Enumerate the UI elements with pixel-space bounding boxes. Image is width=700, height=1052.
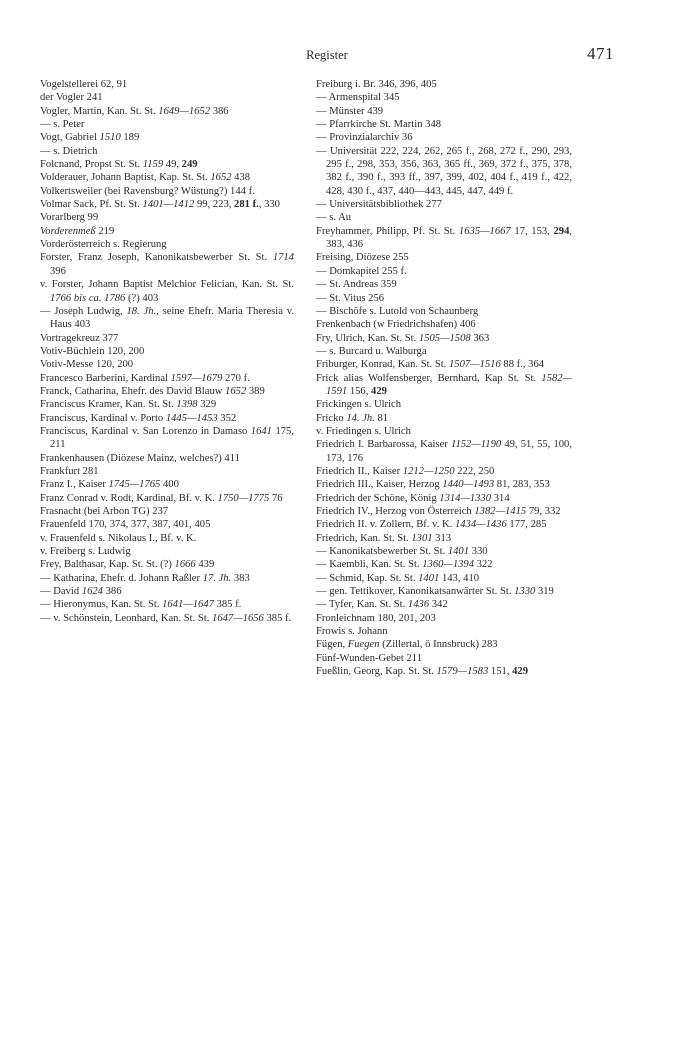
index-entry: — v. Schönstein, Leonhard, Kan. St. St. 1647—1656 385 f. (40, 612, 292, 624)
index-entry: — s. Burcard u. Walburga (316, 345, 427, 357)
index-entry: Vorderenmeß 219 (40, 225, 115, 237)
index-entry: Frankenhausen (Diözese Mainz, welches?) 411 (40, 452, 240, 464)
index-entry: Frickingen s. Ulrich (316, 399, 402, 411)
index-entry: Volkertsweiler (bei Ravensburg? Wüstung?) 144 f. (40, 185, 255, 197)
index-entry: Vogt, Gabriel 1510 189 (40, 132, 140, 144)
index-entry: v. Forster, Johann Baptist Melchior Felician, Kan. St. St. 1766 bis ca. 1786 (?) 403 (40, 279, 294, 304)
index-entry: — Provinzialarchiv 36 (316, 132, 413, 144)
index-entry: — s. Peter (40, 119, 85, 131)
index-entry: Franciscus, Kardinal v. Porto 1445—1453 352 (40, 412, 237, 424)
index-entry: Fünf-Wunden-Gebet 211 (316, 652, 422, 664)
page-number: 471 (587, 44, 614, 63)
index-entry: Friedrich II. v. Zollern, Bf. v. K. 1434—1436 177, 285 (316, 519, 547, 531)
page-header (40, 44, 614, 68)
index-entry: — St. Andreas 359 (316, 279, 397, 291)
index-entry: Friedrich II., Kaiser 1212—1250 222, 250 (316, 465, 495, 477)
index-entry: Vortragekreuz 377 (40, 332, 119, 344)
index-entry: Volderauer, Johann Baptist, Kap. St. St. 1652 438 (40, 172, 251, 184)
index-entry: — St. Vitus 256 (316, 292, 385, 304)
index-entry: — Bischöfe s. Lutold von Schaunberg (316, 305, 479, 317)
index-entry: — s. Dietrich (40, 145, 98, 157)
index-entry: — David 1624 386 (40, 586, 122, 598)
index-entry: Frey, Balthasar, Kap. St. St. (?) 1666 439 (40, 559, 215, 571)
index-entry: Friedrich, Kan. St. St. 1301 313 (316, 532, 452, 544)
index-entry: — Armenspital 345 (316, 92, 400, 104)
index-entry: v. Friedingen s. Ulrich (316, 425, 411, 437)
index-entry: — s. Au (316, 212, 352, 224)
index-entry: Votiv-Messe 120, 200 (40, 359, 134, 371)
index-entry: Friburger, Konrad, Kan. St. St. 1507—1516 88 f., 364 (316, 359, 545, 371)
index-entry: — Schmid, Kap. St. St. 1401 143, 410 (316, 572, 480, 584)
index-entry: v. Freiberg s. Ludwig (40, 546, 131, 558)
index-entry: Freising, Diözese 255 (316, 252, 409, 264)
index-entry: Friedrich III., Kaiser, Herzog 1440—1493 81, 283, 353 (316, 479, 550, 491)
index-entry: — Pfarrkirche St. Martin 348 (316, 119, 442, 131)
index-entry: — Hieronymus, Kan. St. St. 1641—1647 385 f. (40, 599, 242, 611)
index-entry: Fueßlin, Georg, Kap. St. St. 1579—1583 151, 429 (316, 666, 528, 678)
index-entry: — Kaembli, Kan. St. St. 1360—1394 322 (316, 559, 493, 571)
index-entry: v. Frauenfeld s. Nikolaus I., Bf. v. K. (40, 532, 197, 544)
index-entry: — Universität 222, 224, 262, 265 f., 268, 272 f., 290, 293, 295 f., 298, 353, 356, 363, 365 ff., 369, 372 f., 375, 378, 382 f., 390 f., 393 ff., 397, 399, 402, 404 f., 419 f., 422, 428, 430 f., 437, 440—443, 445, 447, 449 f. (316, 145, 572, 197)
index-entry: Freyhammer, Philipp, Pf. St. St. 1635—1667 17, 153, 294, 383, 436 (316, 225, 573, 251)
index-entry: Votiv-Büchlein 120, 200 (40, 345, 145, 357)
index-entry: Friedrich I. Barbarossa, Kaiser 1152—1190 49, 51, 55, 100, 173, 176 (316, 439, 572, 464)
index-entry: — Tyfer, Kan. St. St. 1436 342 (316, 599, 448, 611)
index-entry: Frenkenbach (w Friedrichshafen) 406 (316, 319, 476, 331)
index-entry: Forster, Franz Joseph, Kanonikatsbewerber St. St. 1714 396 (40, 252, 294, 277)
index-entry: Francesco Barberini, Kardinal 1597—1679 270 f. (40, 372, 250, 384)
index-entry: — gen. Tettikover, Kanonikatsanwärter St. St. 1330 319 (316, 586, 554, 598)
index-entry: Volmar Sack, Pf. St. St. 1401—1412 99, 223, 281 f., 330 (40, 199, 280, 211)
index-entry: — Kanonikatsbewerber St. St. 1401 330 (316, 546, 488, 558)
index-entry: — Katharina, Ehefr. d. Johann Raßler 17. Jh. 383 (40, 572, 250, 584)
index-entry: der Vogler 241 (40, 92, 103, 104)
index-entry: Vogler, Martin, Kan. St. St. 1649—1652 386 (40, 105, 229, 117)
index-entry: Freiburg i. Br. 346, 396, 405 (316, 79, 437, 90)
index-entry: Frankfurt 281 (40, 465, 99, 477)
index-entry: Fronleichnam 180, 201, 203 (316, 612, 436, 624)
index-entry: Franciscus Kramer, Kan. St. St. 1398 329 (40, 399, 217, 411)
index-column-right (316, 78, 572, 678)
index-entry: Vogelstellerei 62, 91 (40, 79, 128, 90)
running-title: Register (306, 48, 348, 62)
index-entry: Fricko 14. Jh. 81 (316, 412, 389, 424)
index-entry: Franck, Catharina, Ehefr. des David Blauw 1652 389 (40, 385, 265, 397)
index-entry: Fry, Ulrich, Kan. St. St. 1505—1508 363 (316, 332, 490, 344)
index-entry: Franz I., Kaiser 1745—1765 400 (40, 479, 179, 491)
index-entry: Frauenfeld 170, 374, 377, 387, 401, 405 (40, 519, 211, 531)
index-entry: Folcnand, Propst St. St. 1159 49, 249 (40, 159, 198, 171)
index-entry: Frowis s. Johann (316, 626, 388, 638)
index-entry: Frasnacht (bei Arbon TG) 237 (40, 506, 169, 517)
index-column-left (40, 78, 294, 625)
index-entry: Frick alias Wolfensberger, Bernhard, Kap St. St. 1582—1591 156, 429 (316, 372, 572, 397)
index-entry: — Domkapitel 255 f. (316, 265, 407, 277)
index-entry: — Joseph Ludwig, 18. Jh., seine Ehefr. Maria Theresia v. Haus 403 (40, 305, 295, 331)
index-entry: Vorderösterreich s. Regierung (40, 239, 167, 251)
index-entry: — Universitätsbibliothek 277 (316, 199, 442, 211)
index-entry: — Münster 439 (316, 105, 384, 117)
index-entry: Vorarlberg 99 (40, 212, 99, 224)
index-entry: Franz Conrad v. Rodt, Kardinal, Bf. v. K. 1750—1775 76 (40, 492, 283, 504)
index-entry: Friedrich IV., Herzog von Österreich 1382—1415 79, 332 (316, 506, 561, 517)
index-entry: Fügen, Fuegen (Zillertal, ö Innsbruck) 283 (316, 639, 498, 651)
index-entry: Franciscus, Kardinal v. San Lorenzo in Damaso 1641 175, 211 (40, 425, 294, 451)
index-entry: Friedrich der Schöne, König 1314—1330 314 (316, 492, 510, 504)
